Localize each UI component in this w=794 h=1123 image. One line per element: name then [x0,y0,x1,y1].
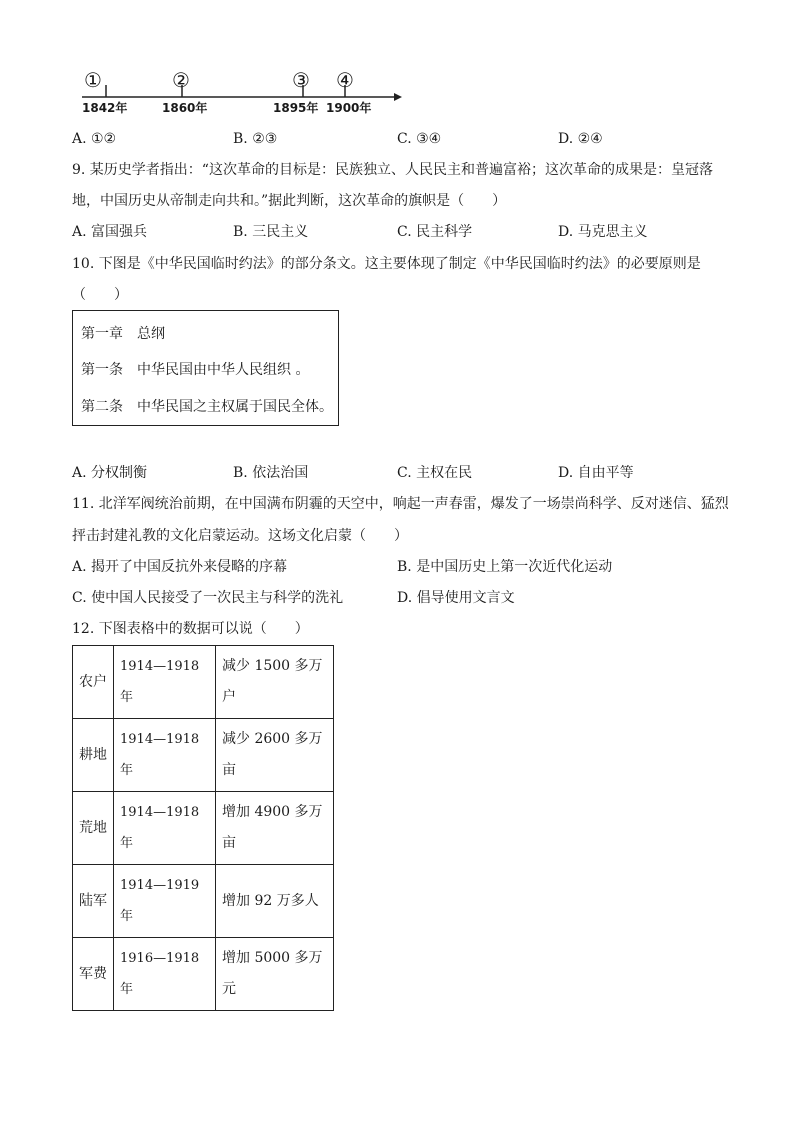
q9-question-line2: 地，中国历史从帝制走向共和。”据此判断，这次革命的旗帜是（ ） [72,193,507,209]
q10-constitution-excerpt-box [72,310,339,426]
q10-option-c: C. 主权在民 [397,465,473,481]
timeline-marker-1: ① [84,68,102,92]
table-cell-category: 荒地 [73,792,114,865]
q9-option-b: B. 三民主义 [233,224,309,240]
table-row [73,938,334,1011]
table-cell-category: 军费 [73,938,114,1011]
q11-option-a: A. 揭开了中国反抗外来侵略的序幕 [72,559,288,575]
table-cell-change: 增加 5000 多万元 [216,938,334,1011]
q9-question-line1: 9. 某历史学者指出：“这次革命的目标是：民族独立、人民民主和普遍富裕；这次革命的成果是：皇冠落 [72,162,713,178]
table-cell-change: 增加 4900 多万亩 [216,792,334,865]
table-cell-period: 1914—1918年 [114,792,216,865]
table-row [73,865,334,938]
table-cell-period: 1914—1919年 [114,865,216,938]
q9-option-a: A. 富国强兵 [72,224,148,240]
timeline-year-1900: 1900年 [326,101,372,115]
q12-question: 12. 下图表格中的数据可以说（ ） [72,621,309,637]
q10-option-d: D. 自由平等 [558,465,634,481]
timeline-year-1842: 1842年 [82,101,128,115]
table-cell-category: 耕地 [73,719,114,792]
q10-question-line2: （ ） [72,287,128,303]
timeline-figure [80,60,410,120]
timeline-year-1860: 1860年 [162,101,208,115]
timeline-marker-2: ② [172,68,190,92]
q8-option-b: B. ②③ [233,131,278,147]
q10-excerpt-article2: 第二条 中华民国之主权属于国民全体。 [81,399,333,415]
table-row [73,646,334,719]
q11-option-d: D. 倡导使用文言文 [397,590,515,606]
q10-question-line1: 10. 下图是《中华民国临时约法》的部分条文。这主要体现了制定《中华民国临时约法》的必要原则是 [72,256,701,272]
q9-option-d: D. 马克思主义 [558,224,648,240]
timeline-year-1895: 1895年 [273,101,319,115]
q11-option-b: B. 是中国历史上第一次近代化运动 [397,559,613,575]
q12-data-table [72,645,334,1011]
table-cell-change: 增加 92 万多人 [216,865,334,938]
table-row [73,792,334,865]
q9-option-c: C. 民主科学 [397,224,473,240]
table-cell-period: 1914—1918年 [114,719,216,792]
table-cell-change: 减少 2600 多万亩 [216,719,334,792]
table-cell-period: 1914—1918年 [114,646,216,719]
q8-option-a: A. ①② [72,131,117,147]
q10-excerpt-article1: 第一条 中华民国由中华人民组织 。 [81,362,310,378]
q11-question-line1: 11. 北洋军阀统治前期，在中国满布阴霾的天空中，响起一声春雷，爆发了一场崇尚科学、反对迷信、猛烈 [72,496,729,512]
q8-option-d: D. ②④ [558,131,603,147]
q11-question-line2: 抨击封建礼教的文化启蒙运动。这场文化启蒙（ ） [72,528,408,544]
q10-excerpt-chapter: 第一章 总纲 [81,326,165,342]
table-cell-change: 减少 1500 多万户 [216,646,334,719]
q10-option-b: B. 依法治国 [233,465,309,481]
q8-option-c: C. ③④ [397,131,442,147]
q10-option-a: A. 分权制衡 [72,465,148,481]
table-row [73,719,334,792]
q11-option-c: C. 使中国人民接受了一次民主与科学的洗礼 [72,590,344,606]
timeline-marker-4: ④ [336,68,354,92]
table-cell-category: 农户 [73,646,114,719]
table-cell-period: 1916—1918年 [114,938,216,1011]
timeline-marker-3: ③ [292,68,310,92]
table-cell-category: 陆军 [73,865,114,938]
